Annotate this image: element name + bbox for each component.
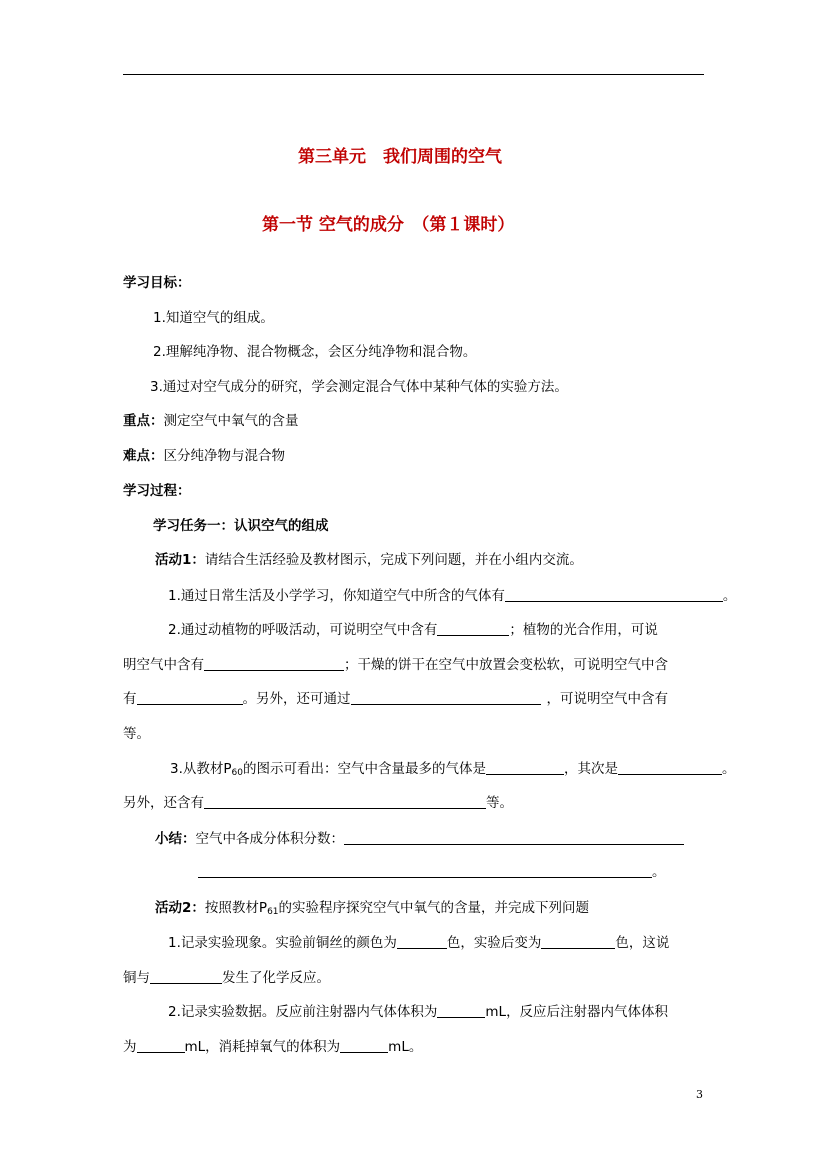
task1-heading: 学习任务一：认识空气的组成 (153, 518, 329, 534)
q2-text-e: 有 (123, 691, 137, 707)
activity1-q2-line2 (123, 655, 668, 675)
q3-blank-3[interactable] (204, 793, 486, 809)
summary-blank-1[interactable] (344, 829, 684, 845)
q2-text-b: ；植物的光合作用，可说 (509, 622, 658, 638)
activity1-q2-line1 (168, 620, 658, 640)
q1-blank[interactable] (505, 586, 723, 602)
goal-item-2: 2.理解纯净物、混合物概念，会区分纯净物和混合物。 (153, 344, 477, 360)
summary-end: 。 (652, 864, 666, 880)
q2-text-c: 明空气中含有 (123, 657, 204, 673)
q3-page-sub: 60 (231, 768, 243, 778)
summary-label: 小结： (155, 831, 196, 847)
activity1-q2-line3 (123, 689, 668, 709)
key-point-label: 重点： (123, 413, 164, 429)
activity1-intro (155, 550, 583, 570)
difficulty-text: 区分纯净物与混合物 (163, 448, 285, 464)
a2q2-blank-2[interactable] (137, 1037, 185, 1053)
q2-text-a: 2.通过动植物的呼吸活动，可说明空气中含有 (168, 622, 438, 638)
q3-text-b: 的图示可看出：空气中含量最多的气体是 (242, 761, 486, 777)
activity1-q1 (168, 586, 736, 606)
a2q1-blank-1[interactable] (397, 933, 447, 949)
activity2-label: 活动2： (155, 900, 205, 916)
activity1-q3-line1 (170, 759, 735, 783)
section-title: 第一节 空气的成分 （第１课时） (262, 215, 515, 235)
goal-item-3: 3.通过对空气成分的研究，学会测定混合气体中某种气体的实验方法。 (150, 379, 568, 395)
a2q2-blank-3[interactable] (340, 1037, 388, 1053)
a2q2-blank-1[interactable] (437, 1002, 485, 1018)
activity1-q2-line4: 等。 (123, 726, 150, 742)
activity2-q1-line2 (123, 968, 330, 988)
a2q2-text-b: mL，反应后注射器内气体体积 (485, 1004, 669, 1020)
header-rule (123, 74, 704, 75)
activity1-label: 活动1： (155, 552, 205, 568)
difficulty (123, 446, 285, 466)
activity1-q3-line2 (123, 793, 513, 813)
activity2-q2-line1 (168, 1002, 668, 1022)
q3-text-a: 3.从教材P (170, 761, 232, 777)
activity2-q1-line1 (168, 933, 669, 953)
q2-blank-2[interactable] (204, 655, 344, 671)
key-point-text: 测定空气中氧气的含量 (163, 413, 299, 429)
goals-heading: 学习目标： (123, 275, 191, 291)
q2-blank-4[interactable] (351, 689, 541, 705)
activity1-text: 请结合生活经验及教材图示，完成下列问题，并在小组内交流。 (204, 552, 583, 568)
a2q1-text-c: 色，这说 (615, 935, 670, 951)
a2q1-blank-3[interactable] (150, 968, 222, 984)
activity2-page-sub: 61 (267, 907, 279, 917)
a2q1-text-e: 发生了化学反应。 (222, 970, 330, 986)
q2-text-f: 。另外，还可通过 (242, 691, 351, 707)
summary-text: 空气中各成分体积分数： (195, 831, 344, 847)
unit-title: 第三单元 我们周围的空气 (298, 147, 502, 167)
q3-text-c: ，其次是 (563, 761, 618, 777)
a2q1-text-b: 色，实验后变为 (446, 935, 542, 951)
q2-blank-3[interactable] (137, 689, 243, 705)
activity2-text-b: 的实验程序探究空气中氧气的含量，并完成下列问题 (278, 900, 590, 916)
a2q1-text-a: 1.记录实验现象。实验前铜丝的颜色为 (168, 935, 397, 951)
process-heading: 学习过程： (123, 483, 191, 499)
q3-text-e: 另外，还含有 (123, 795, 204, 811)
q2-text-d: ；干燥的饼干在空气中放置会变松软，可说明空气中含 (344, 657, 668, 673)
page-number: 3 (696, 1088, 703, 1101)
summary-blank-2[interactable] (198, 862, 652, 878)
a2q2-text-a: 2.记录实验数据。反应前注射器内气体体积为 (168, 1004, 438, 1020)
difficulty-label: 难点： (123, 448, 164, 464)
a2q2-text-c: 为 (123, 1039, 137, 1055)
activity2-intro (155, 898, 589, 922)
key-point (123, 411, 299, 431)
summary-line1 (155, 829, 684, 849)
a2q2-text-d: mL，消耗掉氧气的体积为 (184, 1039, 341, 1055)
a2q1-blank-2[interactable] (541, 933, 615, 949)
a2q2-text-e: mL。 (388, 1039, 423, 1055)
q1-text: 1.通过日常生活及小学学习，你知道空气中所含的气体有 (168, 588, 505, 604)
q3-text-d: 。 (721, 761, 736, 777)
activity2-q2-line2 (123, 1037, 422, 1057)
q3-blank-2[interactable] (618, 759, 722, 775)
summary-line2 (198, 862, 666, 882)
q1-end: 。 (722, 588, 737, 604)
q2-blank-1[interactable] (437, 620, 509, 636)
q3-blank-1[interactable] (486, 759, 564, 775)
activity2-text-a: 按照教材P (204, 900, 268, 916)
q2-text-g: ，可说明空气中含有 (546, 691, 668, 707)
a2q1-text-d: 铜与 (123, 970, 150, 986)
q3-text-f: 等。 (486, 795, 513, 811)
goal-item-1: 1.知道空气的组成。 (153, 310, 274, 326)
